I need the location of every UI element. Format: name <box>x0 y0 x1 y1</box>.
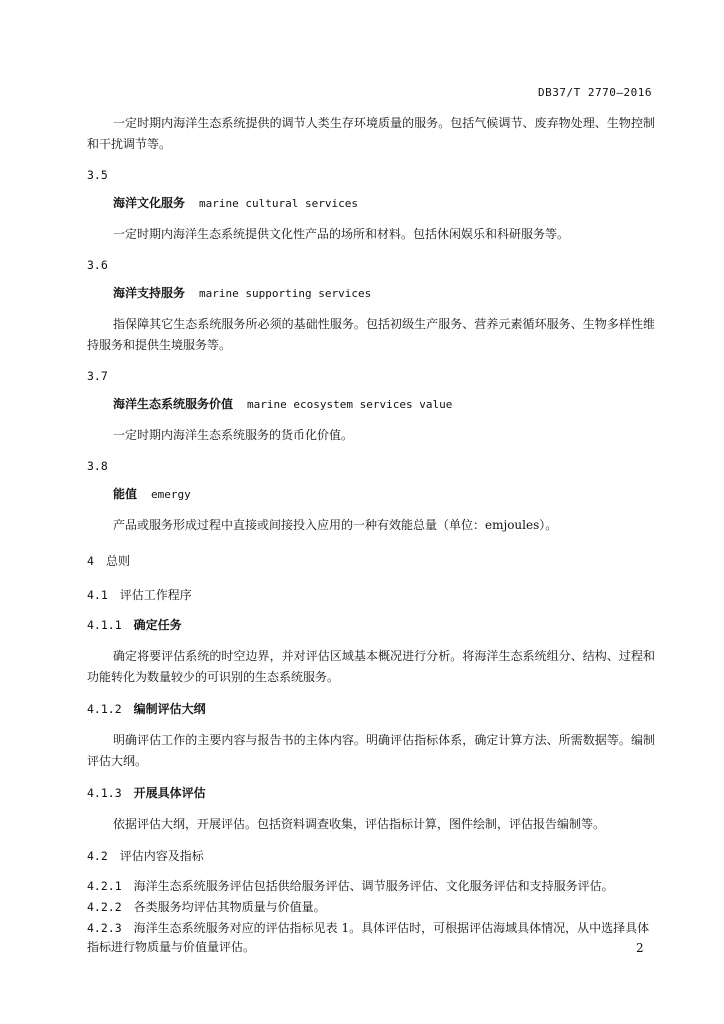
subsection-heading <box>87 616 655 634</box>
heading-number: 4.1.3 <box>87 786 122 800</box>
heading-number: 4.2 <box>87 849 108 863</box>
clause-number: 3.7 <box>87 369 108 383</box>
term-english: emergy <box>151 488 191 501</box>
section-heading <box>87 552 655 570</box>
heading-number: 4.1.1 <box>87 618 122 632</box>
term-english: marine ecosystem services value <box>247 398 453 411</box>
numbered-item <box>87 877 655 896</box>
term-definition: 产品或服务形成过程中直接或间接投入应用的一种有效能总量（单位：emjoules）。 <box>113 518 558 532</box>
document-body <box>87 113 655 959</box>
term-definition: 指保障其它生态系统服务所必须的基础性服务。包括初级生产服务、营养元素循环服务、生物多样性维持服务和提供生境服务等。 <box>87 317 655 352</box>
heading-title: 评估工作程序 <box>119 588 192 602</box>
term-entry <box>113 485 655 504</box>
heading-title: 编制评估大纲 <box>133 702 206 716</box>
heading-number: 4 <box>87 554 94 568</box>
item-number: 4.2.3 <box>87 921 122 935</box>
item-text: 各类服务均评估其物质量与价值量。 <box>133 900 326 914</box>
term-chinese: 海洋生态系统服务价值 <box>113 397 234 411</box>
term-chinese: 海洋文化服务 <box>113 196 186 210</box>
clause-number: 3.6 <box>87 258 108 272</box>
term-definition: 一定时期内海洋生态系统服务的货币化价值。 <box>113 428 354 442</box>
heading-number: 4.1.2 <box>87 702 122 716</box>
term-entry <box>113 194 655 213</box>
numbered-item <box>87 919 655 957</box>
item-number: 4.2.2 <box>87 900 122 914</box>
term-entry <box>113 284 655 303</box>
item-number: 4.2.1 <box>87 879 122 893</box>
paragraph: 明确评估工作的主要内容与报告书的主体内容。明确评估指标体系，确定计算方法、所需数据等。编制评估大纲。 <box>87 733 655 768</box>
subsection-heading <box>87 784 655 802</box>
page-number: 2 <box>636 941 644 955</box>
heading-title: 确定任务 <box>133 618 182 632</box>
paragraph: 确定将要评估系统的时空边界，并对评估区域基本概况进行分析。将海洋生态系统组分、结构、过程和功能转化为数量较少的可识别的生态系统服务。 <box>87 649 655 684</box>
item-text: 海洋生态系统服务评估包括供给服务评估、调节服务评估、文化服务评估和支持服务评估。 <box>133 879 614 893</box>
numbered-item <box>87 898 655 917</box>
heading-title: 总则 <box>105 554 130 568</box>
paragraph: 一定时期内海洋生态系统提供的调节人类生存环境质量的服务。包括气候调节、废弃物处理、生物控制和干扰调节等。 <box>87 116 655 151</box>
item-text: 海洋生态系统服务对应的评估指标见表 1。具体评估时，可根据评估海域具体情况，从中选择具体指标进行物质量与价值量评估。 <box>87 921 650 954</box>
heading-title: 开展具体评估 <box>133 786 206 800</box>
standard-code: DB37/T 2770—2016 <box>538 86 652 99</box>
subsection-heading <box>87 700 655 718</box>
clause-number: 3.8 <box>87 459 108 473</box>
heading-title: 评估内容及指标 <box>119 849 204 863</box>
term-definition: 一定时期内海洋生态系统提供文化性产品的场所和材料。包括休闲娱乐和科研服务等。 <box>113 227 570 241</box>
heading-number: 4.1 <box>87 588 108 602</box>
term-english: marine cultural services <box>199 197 358 210</box>
section-heading <box>87 847 655 865</box>
term-entry <box>113 395 655 414</box>
section-heading <box>87 586 655 604</box>
term-chinese: 能值 <box>113 487 138 501</box>
term-chinese: 海洋支持服务 <box>113 286 186 300</box>
paragraph: 依据评估大纲，开展评估。包括资料调查收集，评估指标计算，图件绘制，评估报告编制等。 <box>113 817 606 831</box>
clause-number: 3.5 <box>87 168 108 182</box>
term-english: marine supporting services <box>199 287 372 300</box>
